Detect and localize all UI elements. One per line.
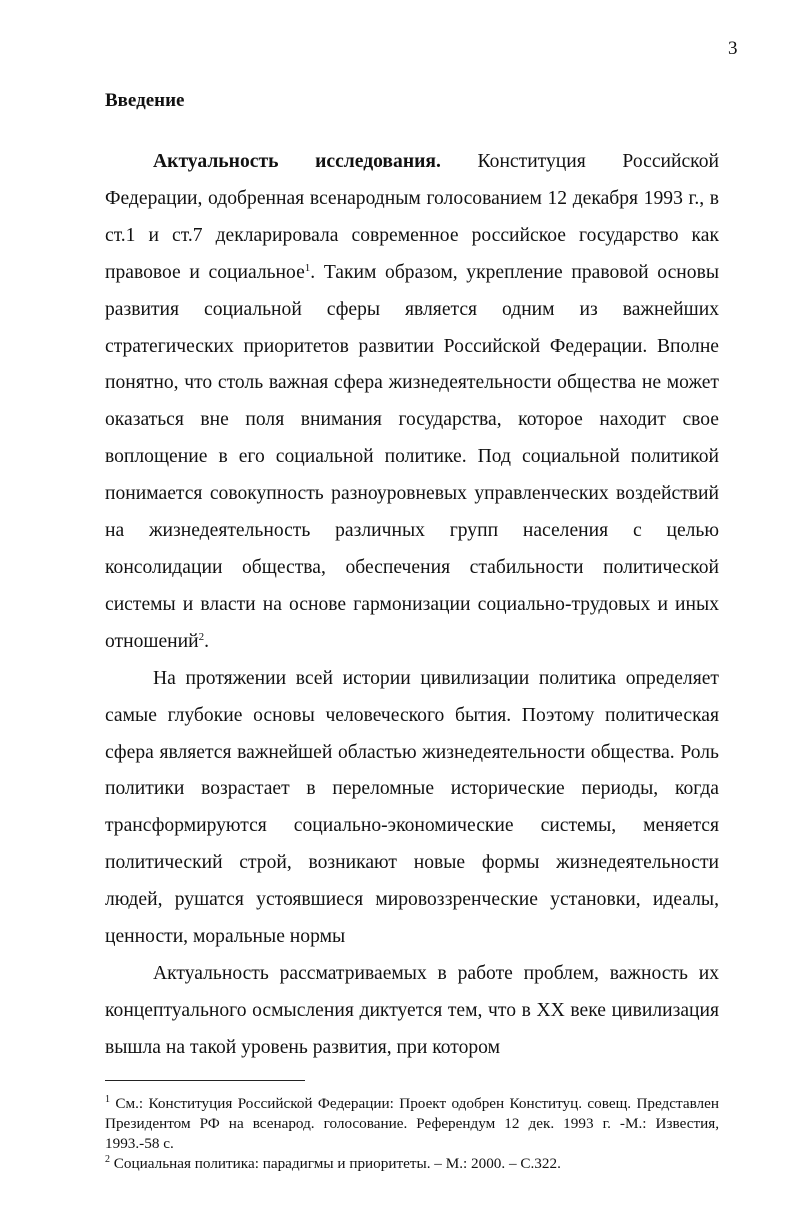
footnote-1 <box>105 1094 719 1154</box>
footnotes <box>105 1094 719 1174</box>
paragraph-text: . Таким образом, укрепление правовой основы развития социальной сферы является одним из важнейших стратегических приоритетов развитии Российской Федерации. Вполне понятно, что столь важная сфера жизнедеятельности общества не может оказаться вне поля внимания государства, которое находит свое воплощение в его социальной политике. Под социальной политикой понимается совокупность разноуровневых управленческих воздействий на жизнедеятельность различных групп населения с целью консолидации общества, обеспечения стабильности политической системы и власти на основе гармонизации социально-трудовых и иных отношений <box>105 261 719 652</box>
relevance-lead: Актуальность исследования. <box>153 151 441 172</box>
section-heading: Введение <box>105 90 185 111</box>
footnote-mark: 1 <box>105 1094 110 1105</box>
footnote-text: См.: Конституция Российской Федерации: Проект одобрен Конституц. совещ. Представлен Президентом РФ на всенарод. голосование. Референдум 12 дек. 1993 г. -М.: Известия, 1993.-58 с. <box>105 1095 719 1152</box>
footnote-2 <box>105 1154 719 1174</box>
paragraph-history: На протяжении всей истории цивилизации политика определяет самые глубокие основы человеческого бытия. Поэтому политическая сфера является важнейшей областью жизнедеятельности общества. Роль политики возрастает в переломные исторические периоды, когда трансформируются социально-экономические системы, меняется политический строй, возникают новые формы жизнедеятельности людей, рушатся устоявшиеся мировоззренческие установки, идеалы, ценности, моральные нормы <box>105 667 719 948</box>
paragraph-relevance <box>105 144 719 661</box>
body-text <box>105 144 719 1067</box>
page-number: 3 <box>728 38 738 59</box>
footnote-mark: 2 <box>105 1154 110 1165</box>
footnote-ref-1[interactable]: 1 <box>304 261 311 274</box>
footnote-ref-2[interactable]: 2 <box>198 630 205 643</box>
paragraph-actuality: Актуальность рассматриваемых в работе проблем, важность их концептуального осмысления диктуется тем, что в XX веке цивилизация вышла на такой уровень развития, при котором <box>105 962 719 1058</box>
paragraph-text: Конституция Российской Федерации, одобренная всенародным голосованием 12 декабря 1993 г., в ст.1 и ст.7 декларировала современное российское государство как правовое и социальное <box>105 151 719 283</box>
footnote-separator <box>105 1080 305 1081</box>
footnote-text: Социальная политика: парадигмы и приоритеты. – М.: 2000. – С.322. <box>110 1155 561 1172</box>
paragraph-text: . <box>204 630 210 652</box>
